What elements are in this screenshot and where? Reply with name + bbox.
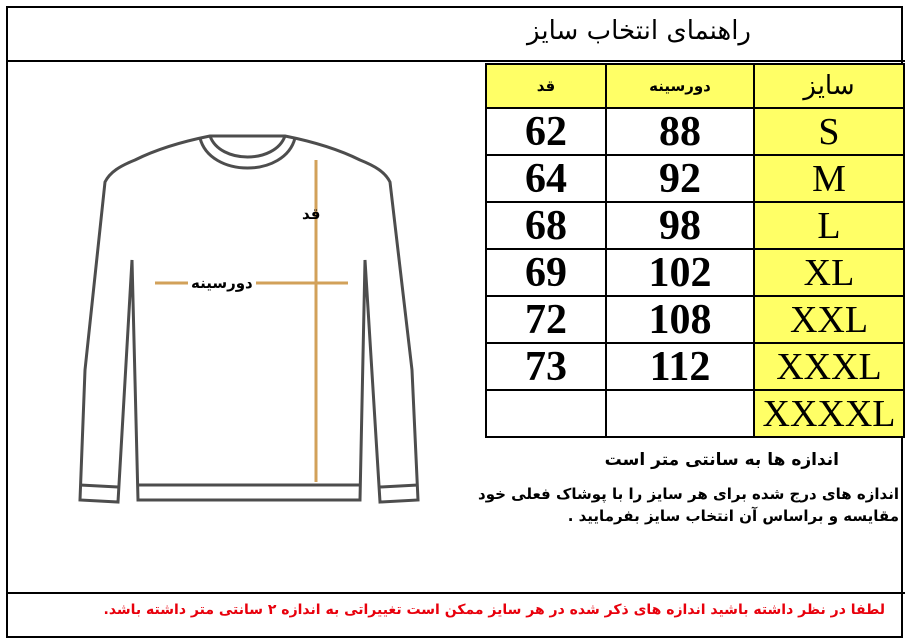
header-chest: دورسینه (606, 64, 754, 108)
chest-value: 102 (606, 249, 754, 296)
chest-label: دورسینه (188, 274, 256, 292)
size-value: XXL (754, 296, 904, 343)
height-value: 62 (486, 108, 606, 155)
table-row (486, 296, 904, 343)
chest-value: 98 (606, 202, 754, 249)
chest-value: 108 (606, 296, 754, 343)
unit-note: اندازه ها به سانتی متر است (604, 450, 839, 470)
size-value: XXXXL (754, 390, 904, 437)
size-value: M (754, 155, 904, 202)
height-label: قد (302, 205, 321, 223)
height-value (486, 390, 606, 437)
header-size: سایز (754, 64, 904, 108)
warning-note: لطفا در نظر داشته باشید اندازه های ذکر شده در هر سایز ممکن است تغییراتی به اندازه ۲ سانتی متر داشته باشد. (103, 602, 885, 618)
header-height: قد (486, 64, 606, 108)
header-divider (6, 60, 905, 62)
chest-value (606, 390, 754, 437)
table-row (486, 202, 904, 249)
height-value: 73 (486, 343, 606, 390)
height-value: 68 (486, 202, 606, 249)
size-value: L (754, 202, 904, 249)
chest-value: 92 (606, 155, 754, 202)
size-value: XXXL (754, 343, 904, 390)
height-value: 64 (486, 155, 606, 202)
sweater-outline (80, 136, 418, 502)
size-value: XL (754, 249, 904, 296)
instruction-note: اندازه های درج شده برای هر سایز را با پوشاک فعلی خود مقایسه و براساس آن انتخاب سایز بفرمایید . (478, 485, 899, 525)
size-table (485, 63, 905, 438)
table-row (486, 343, 904, 390)
sweater-diagram (60, 120, 440, 520)
size-value: S (754, 108, 904, 155)
chest-value: 88 (606, 108, 754, 155)
table-row (486, 108, 904, 155)
table-row (486, 155, 904, 202)
footer-divider (6, 592, 905, 594)
page-title: راهنمای انتخاب سایز (527, 16, 751, 46)
table-row (486, 390, 904, 437)
table-row (486, 249, 904, 296)
height-value: 69 (486, 249, 606, 296)
height-value: 72 (486, 296, 606, 343)
table-header-row (486, 64, 904, 108)
chest-value: 112 (606, 343, 754, 390)
